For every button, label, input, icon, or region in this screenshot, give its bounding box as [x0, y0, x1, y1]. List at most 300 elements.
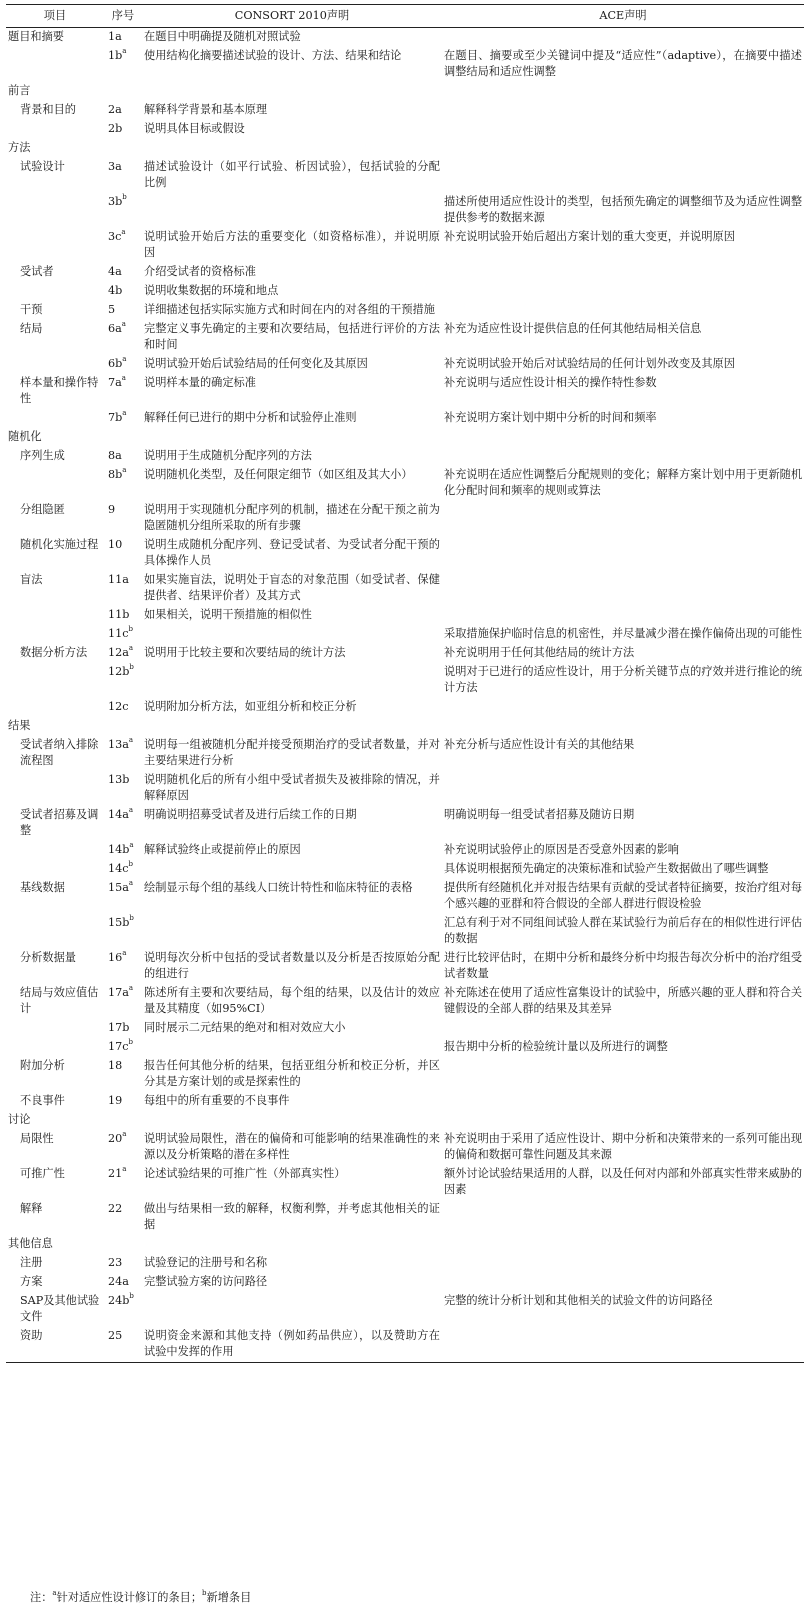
consort-text: 完整试验方案的访问路径	[144, 1275, 268, 1288]
item-number: 11c	[108, 627, 129, 640]
checklist-table-container	[6, 4, 804, 1363]
table-row	[6, 1057, 804, 1092]
ace-text	[442, 1273, 804, 1292]
item-number-cell	[104, 82, 142, 101]
item-number: 20	[108, 1132, 123, 1145]
ace-text: 补充说明试验停止的原因是否受意外因素的影响	[444, 843, 679, 856]
item-number-cell	[104, 717, 142, 736]
table-row	[6, 409, 804, 428]
consort-text	[142, 193, 442, 228]
consort-text: 说明随机化后的所有小组中受试者损失及被排除的情况，并解释原因	[144, 773, 440, 802]
table-row	[6, 806, 804, 841]
consort-text: 说明用于比较主要和次要结局的统计方法	[144, 646, 346, 659]
consort-text: 说明附加分析方法，如亚组分析和校正分析	[144, 700, 357, 713]
consort-text	[142, 860, 442, 879]
consort-text: 试验登记的注册号和名称	[144, 1256, 268, 1269]
item-number: 13b	[108, 773, 130, 786]
item-number: 25	[108, 1329, 123, 1342]
item-number-cell	[104, 879, 142, 914]
item-number: 10	[108, 538, 123, 551]
item-number-cell	[104, 120, 142, 139]
item-number-cell	[104, 698, 142, 717]
item-number: 17a	[108, 986, 129, 999]
item-number-cell	[104, 1254, 142, 1273]
table-row	[6, 1273, 804, 1292]
table-row	[6, 466, 804, 501]
item-number-cell	[104, 1111, 142, 1130]
ace-text: 在题目、摘要或至少关键词中提及“适应性”（adaptive），在摘要中描述调整结局和适应性调整	[444, 49, 802, 78]
item-label	[6, 466, 104, 501]
item-label: 资助	[6, 1327, 104, 1363]
footnote-prefix: 注：	[30, 1591, 53, 1604]
item-number-cell	[104, 841, 142, 860]
item-number: 4b	[108, 284, 123, 297]
ace-text: 补充说明在适应性调整后分配规则的变化；解释方案计划中用于更新随机化分配时间和频率的规则或算法	[444, 468, 803, 497]
item-number-cell	[104, 355, 142, 374]
consort-text: 描述试验设计（如平行试验、析因试验），包括试验的分配比例	[144, 160, 440, 189]
item-label: SAP及其他试验文件	[20, 1294, 100, 1323]
consort-text: 说明资金来源和其他支持（例如药品供应），以及赞助方在试验中发挥的作用	[142, 1327, 442, 1363]
item-number-cell	[104, 1019, 142, 1038]
item-label	[6, 47, 104, 82]
consort-text: 说明用于生成随机分配序列的方法	[144, 449, 312, 462]
item-number-cell	[104, 228, 142, 263]
consort-ace-checklist-table	[6, 4, 804, 1363]
ace-text	[442, 139, 804, 158]
consort-text: 报告任何其他分析的结果，包括亚组分析和校正分析，并区分其是方案计划的或是探索性的	[144, 1059, 440, 1088]
item-label	[6, 663, 104, 698]
item-number: 8a	[108, 449, 122, 462]
table-row	[6, 1292, 804, 1327]
item-number: 24b	[108, 1294, 130, 1307]
item-number: 5	[108, 303, 116, 316]
section-row	[6, 717, 804, 736]
item-label	[6, 193, 104, 228]
ace-text	[442, 1235, 804, 1254]
item-number: 1a	[108, 30, 122, 43]
item-footnote-mark: a	[128, 806, 134, 815]
consort-text: 在题目中明确提及随机对照试验	[144, 30, 301, 43]
table-row	[6, 949, 804, 984]
ace-text	[442, 263, 804, 282]
ace-text	[442, 120, 804, 139]
item-label: 受试者纳入排除流程图	[20, 738, 99, 767]
table-row	[6, 301, 804, 320]
item-number-cell	[104, 1200, 142, 1235]
item-label: 盲法	[20, 573, 43, 586]
item-number-cell	[104, 1092, 142, 1111]
item-label: 基线数据	[20, 881, 65, 894]
table-row	[6, 355, 804, 374]
section-row	[6, 82, 804, 101]
item-label: 解释	[20, 1202, 43, 1215]
item-footnote-mark: b	[129, 663, 134, 672]
consort-text: 使用结构化摘要描述试验的设计、方法、结果和结论	[144, 49, 402, 62]
ace-text	[442, 28, 804, 48]
item-number-cell	[104, 606, 142, 625]
item-footnote-mark: a	[122, 1130, 127, 1139]
item-label	[6, 698, 104, 717]
item-number: 7b	[108, 411, 123, 424]
item-label: 受试者	[20, 265, 54, 278]
ace-text: 说明对于已进行的适应性设计，用于分析关键节点的疗效并进行推论的统计方法	[444, 665, 803, 694]
item-number: 11b	[108, 608, 130, 621]
section-title: 结果	[8, 719, 31, 732]
table-row	[6, 606, 804, 625]
ace-text	[442, 101, 804, 120]
table-row	[6, 736, 804, 771]
item-number: 24a	[108, 1275, 129, 1288]
ace-text: 额外讨论试验结果适用的人群，以及任何对内部和外部真实性带来威胁的因素	[444, 1167, 803, 1196]
table-row	[6, 1092, 804, 1111]
item-label: 受试者招募及调整	[20, 808, 99, 837]
table-row	[6, 193, 804, 228]
item-footnote-mark: a	[121, 228, 126, 237]
ace-text: 完整的统计分析计划和其他相关的试验文件的访问路径	[444, 1294, 713, 1307]
ace-text	[442, 536, 804, 571]
table-row	[6, 914, 804, 949]
consort-text: 说明样本量的确定标准	[144, 376, 256, 389]
table-row	[6, 263, 804, 282]
item-number-cell	[104, 571, 142, 606]
consort-text	[142, 1235, 442, 1254]
consort-text: 做出与结果相一致的解释，权衡利弊，并考虑其他相关的证据	[144, 1202, 440, 1231]
consort-text	[142, 1111, 442, 1130]
table-row	[6, 571, 804, 606]
table-row	[6, 47, 804, 82]
item-number-cell	[104, 536, 142, 571]
table-row	[6, 879, 804, 914]
consort-text: 说明随机化类型，及任何限定细节（如区组及其大小）	[144, 468, 413, 481]
item-number-cell	[104, 914, 142, 949]
consort-text: 如果相关，说明干预措施的相似性	[144, 608, 312, 621]
ace-text	[442, 1019, 804, 1038]
section-title: 随机化	[8, 430, 42, 443]
item-footnote-mark: a	[121, 374, 126, 383]
consort-text	[142, 625, 442, 644]
table-row	[6, 698, 804, 717]
table-row	[6, 120, 804, 139]
item-number-cell	[104, 1165, 142, 1200]
item-number: 6b	[108, 357, 123, 370]
section-title: 讨论	[8, 1113, 31, 1126]
item-number: 17b	[108, 1021, 130, 1034]
consort-text	[142, 717, 442, 736]
consort-text: 说明每次分析中包括的受试者数量以及分析是否按原始分配的组进行	[144, 951, 440, 980]
item-number-cell	[104, 984, 142, 1019]
ace-text	[442, 571, 804, 606]
ace-text: 报告期中分析的检验统计量以及所进行的调整	[444, 1040, 668, 1053]
consort-text: 详细描述包括实际实施方式和时间在内的对各组的干预措施	[144, 303, 435, 316]
header-consort: CONSORT 2010声明	[142, 5, 442, 28]
footnote-a-text: 针对适应性设计修订的条目；	[56, 1591, 203, 1604]
item-label: 序列生成	[20, 449, 65, 462]
table-row	[6, 663, 804, 698]
item-label: 试验设计	[20, 160, 65, 173]
item-number: 12a	[108, 646, 129, 659]
table-row	[6, 1200, 804, 1235]
consort-text	[142, 82, 442, 101]
item-number-cell	[104, 47, 142, 82]
ace-text: 补充为适应性设计提供信息的任何其他结局相关信息	[444, 322, 702, 335]
table-row	[6, 536, 804, 571]
ace-text: 补充说明方案计划中期中分析的时间和频率	[444, 411, 657, 424]
item-label: 干预	[20, 303, 43, 316]
item-footnote-mark: a	[128, 984, 134, 993]
item-label: 方案	[20, 1275, 43, 1288]
item-number-cell	[104, 428, 142, 447]
item-label	[6, 606, 104, 625]
consort-text	[142, 663, 442, 698]
ace-text	[442, 82, 804, 101]
consort-text	[142, 1292, 442, 1327]
ace-text	[442, 1111, 804, 1130]
item-number: 15a	[108, 881, 129, 894]
consort-text: 说明用于实现随机分配序列的机制，描述在分配干预之前为隐匿随机分组所采取的所有步骤	[144, 503, 440, 532]
section-title: 其他信息	[8, 1237, 53, 1250]
item-number: 21	[108, 1167, 123, 1180]
item-number: 12c	[108, 700, 129, 713]
item-number-cell	[104, 736, 142, 771]
consort-text: 说明收集数据的环境和地点	[144, 284, 279, 297]
item-number: 12b	[108, 665, 130, 678]
item-label	[6, 120, 104, 139]
item-footnote-mark: a	[122, 466, 127, 475]
item-label	[6, 841, 104, 860]
section-row	[6, 1111, 804, 1130]
item-label	[6, 771, 104, 806]
ace-text: 汇总有利于对不同组间试验人群在某试验行为前后存在的相似性进行评估的数据	[444, 916, 803, 945]
consort-text	[142, 428, 442, 447]
item-number: 1b	[108, 49, 123, 62]
item-number: 19	[108, 1094, 123, 1107]
consort-text: 解释科学背景和基本原理	[144, 103, 268, 116]
item-label	[6, 228, 104, 263]
ace-text	[442, 698, 804, 717]
item-footnote-mark: b	[129, 1292, 134, 1301]
ace-text	[442, 771, 804, 806]
item-label: 分析数据量	[20, 951, 76, 964]
item-label: 附加分析	[20, 1059, 65, 1072]
ace-text: 进行比较评估时，在期中分析和最终分析中均报告每次分析中的治疗组受试者数量	[444, 951, 803, 980]
ace-text	[442, 301, 804, 320]
ace-text: 具体说明根据预先确定的决策标准和试验产生数据做出了哪些调整	[444, 862, 769, 875]
consort-text: 说明具体目标或假设	[144, 122, 245, 135]
consort-text: 如果实施盲法，说明处于盲态的对象范围（如受试者、保健提供者、结果评价者）及其方式	[144, 573, 440, 602]
table-body	[6, 28, 804, 1363]
ace-text	[442, 1092, 804, 1111]
consort-text: 解释任何已进行的期中分析和试验停止准则	[144, 411, 357, 424]
item-number-cell	[104, 466, 142, 501]
consort-text: 每组中的所有重要的不良事件	[144, 1094, 290, 1107]
item-number: 2b	[108, 122, 123, 135]
ace-text: 补充说明试验开始后超出方案计划的重大变更，并说明原因	[444, 230, 735, 243]
item-footnote-mark: b	[128, 625, 133, 634]
table-row	[6, 1130, 804, 1165]
item-number-cell	[104, 1292, 142, 1327]
consort-text	[142, 139, 442, 158]
item-number: 17c	[108, 1040, 129, 1053]
item-label: 背景和目的	[20, 103, 76, 116]
item-label: 随机化实施过程	[20, 538, 99, 551]
item-number-cell	[104, 447, 142, 466]
ace-text	[442, 606, 804, 625]
item-number: 15b	[108, 916, 130, 929]
ace-text: 补充陈述在使用了适应性富集设计的试验中，所感兴趣的亚人群和符合关键假设的全部人群的结果及其差异	[444, 986, 803, 1015]
table-row	[6, 1165, 804, 1200]
table-row	[6, 447, 804, 466]
footnote	[30, 1589, 251, 1605]
item-number: 8b	[108, 468, 123, 481]
item-number-cell	[104, 949, 142, 984]
header-item: 项目	[6, 5, 104, 28]
item-number: 14c	[108, 862, 129, 875]
item-footnote-mark: a	[122, 949, 127, 958]
section-row	[6, 1235, 804, 1254]
section-title: 方法	[8, 141, 31, 154]
table-row	[6, 101, 804, 120]
ace-text	[442, 501, 804, 536]
table-row	[6, 228, 804, 263]
consort-text: 绘制显示每个组的基线人口统计特性和临床特征的表格	[144, 881, 413, 894]
table-row	[6, 501, 804, 536]
item-footnote-mark: a	[128, 644, 134, 653]
ace-text	[442, 428, 804, 447]
item-footnote-mark: a	[122, 47, 127, 56]
header-ace: ACE声明	[442, 5, 804, 28]
item-number-cell	[104, 301, 142, 320]
item-footnote-mark: a	[122, 355, 127, 364]
consort-text: 介绍受试者的资格标准	[144, 265, 256, 278]
table-row	[6, 1254, 804, 1273]
item-number-cell	[104, 806, 142, 841]
ace-text: 明确说明每一组受试者招募及随访日期	[444, 808, 635, 821]
table-row	[6, 320, 804, 355]
consort-text: 说明生成随机分配序列、登记受试者、为受试者分配干预的具体操作人员	[144, 538, 440, 567]
item-footnote-mark: a	[122, 409, 127, 418]
ace-text	[442, 1057, 804, 1092]
item-footnote-mark: b	[128, 860, 133, 869]
table-row	[6, 1038, 804, 1057]
item-number-cell	[104, 644, 142, 663]
consort-text	[142, 914, 442, 949]
item-number: 11a	[108, 573, 129, 586]
item-footnote-mark: a	[129, 841, 134, 850]
table-row	[6, 1327, 804, 1363]
ace-text	[442, 158, 804, 193]
item-footnote-mark: b	[129, 914, 134, 923]
ace-text: 提供所有经随机化并对报告结果有贡献的受试者特征摘要，按治疗组对每个感兴趣的亚群和符合假设的全部人群进行假设检验	[444, 881, 803, 910]
table-row	[6, 771, 804, 806]
item-number-cell	[104, 1327, 142, 1363]
consort-text: 说明试验局限性，潜在的偏倚和可能影响的结果准确性的来源以及分析策略的潜在多样性	[144, 1132, 440, 1161]
item-label	[6, 1038, 104, 1057]
table-header-row	[6, 5, 804, 28]
item-label: 可推广性	[20, 1167, 65, 1180]
item-number: 7a	[108, 376, 122, 389]
consort-text: 同时展示二元结果的绝对和相对效应大小	[144, 1021, 346, 1034]
table-row	[6, 1019, 804, 1038]
item-footnote-mark: a	[128, 736, 134, 745]
table-row	[6, 841, 804, 860]
footnote-b-mark: b	[202, 1589, 207, 1598]
ace-text	[442, 717, 804, 736]
item-number: 6a	[108, 322, 122, 335]
table-row	[6, 374, 804, 409]
item-number-cell	[104, 193, 142, 228]
section-row	[6, 139, 804, 158]
item-number-cell	[104, 1057, 142, 1092]
item-number: 14a	[108, 808, 129, 821]
item-number-cell	[104, 263, 142, 282]
item-label: 局限性	[20, 1132, 54, 1145]
item-label	[6, 409, 104, 428]
consort-text	[142, 1038, 442, 1057]
consort-text: 陈述所有主要和次要结局，每个组的结果，以及估计的效应量及其精度（如95%CI）	[144, 986, 440, 1015]
item-number-cell	[104, 409, 142, 428]
header-number: 序号	[104, 5, 142, 28]
ace-text	[442, 1327, 804, 1363]
table-row	[6, 984, 804, 1019]
ace-text: 补充说明由于采用了适应性设计、期中分析和决策带来的一系列可能出现的偏倚和数据可靠性问题及其来源	[444, 1132, 803, 1161]
ace-text	[442, 1254, 804, 1273]
table-row	[6, 644, 804, 663]
section-row	[6, 428, 804, 447]
item-number-cell	[104, 101, 142, 120]
item-number: 9	[108, 503, 116, 516]
item-label	[6, 625, 104, 644]
ace-text	[442, 1200, 804, 1235]
item-number: 3c	[108, 230, 122, 243]
item-number-cell	[104, 771, 142, 806]
item-number: 4a	[108, 265, 122, 278]
table-row	[6, 282, 804, 301]
ace-text	[442, 282, 804, 301]
item-label: 结局与效应值估计	[20, 986, 99, 1015]
item-number: 14b	[108, 843, 130, 856]
item-label	[6, 914, 104, 949]
item-label: 分组隐匿	[20, 503, 65, 516]
section-title: 题目和摘要	[8, 30, 64, 43]
item-number-cell	[104, 320, 142, 355]
section-title: 前言	[8, 84, 31, 97]
item-label	[6, 860, 104, 879]
ace-text: 补充说明与适应性设计相关的操作特性参数	[444, 376, 657, 389]
ace-text	[442, 447, 804, 466]
consort-text: 说明试验开始后方法的重要变化（如资格标准），并说明原因	[144, 230, 440, 259]
consort-text: 说明每一组被随机分配并接受预期治疗的受试者数量，并对主要结果进行分析	[144, 738, 440, 767]
item-number: 22	[108, 1202, 123, 1215]
item-label: 不良事件	[20, 1094, 65, 1107]
item-number-cell	[104, 501, 142, 536]
item-footnote-mark: a	[121, 320, 126, 329]
ace-text: 补充说明用于任何其他结局的统计方法	[444, 646, 635, 659]
item-label	[6, 355, 104, 374]
item-number: 3a	[108, 160, 122, 173]
item-number-cell	[104, 860, 142, 879]
item-label	[6, 282, 104, 301]
item-number-cell	[104, 158, 142, 193]
item-footnote-mark: b	[122, 193, 127, 202]
section-row	[6, 28, 804, 48]
item-number-cell	[104, 1130, 142, 1165]
item-number: 16	[108, 951, 123, 964]
item-number-cell	[104, 625, 142, 644]
item-number: 18	[108, 1059, 123, 1072]
consort-text: 明确说明招募受试者及进行后续工作的日期	[144, 808, 357, 821]
ace-text: 补充分析与适应性设计有关的其他结果	[444, 738, 635, 751]
footnote-a-mark: a	[52, 1589, 57, 1598]
